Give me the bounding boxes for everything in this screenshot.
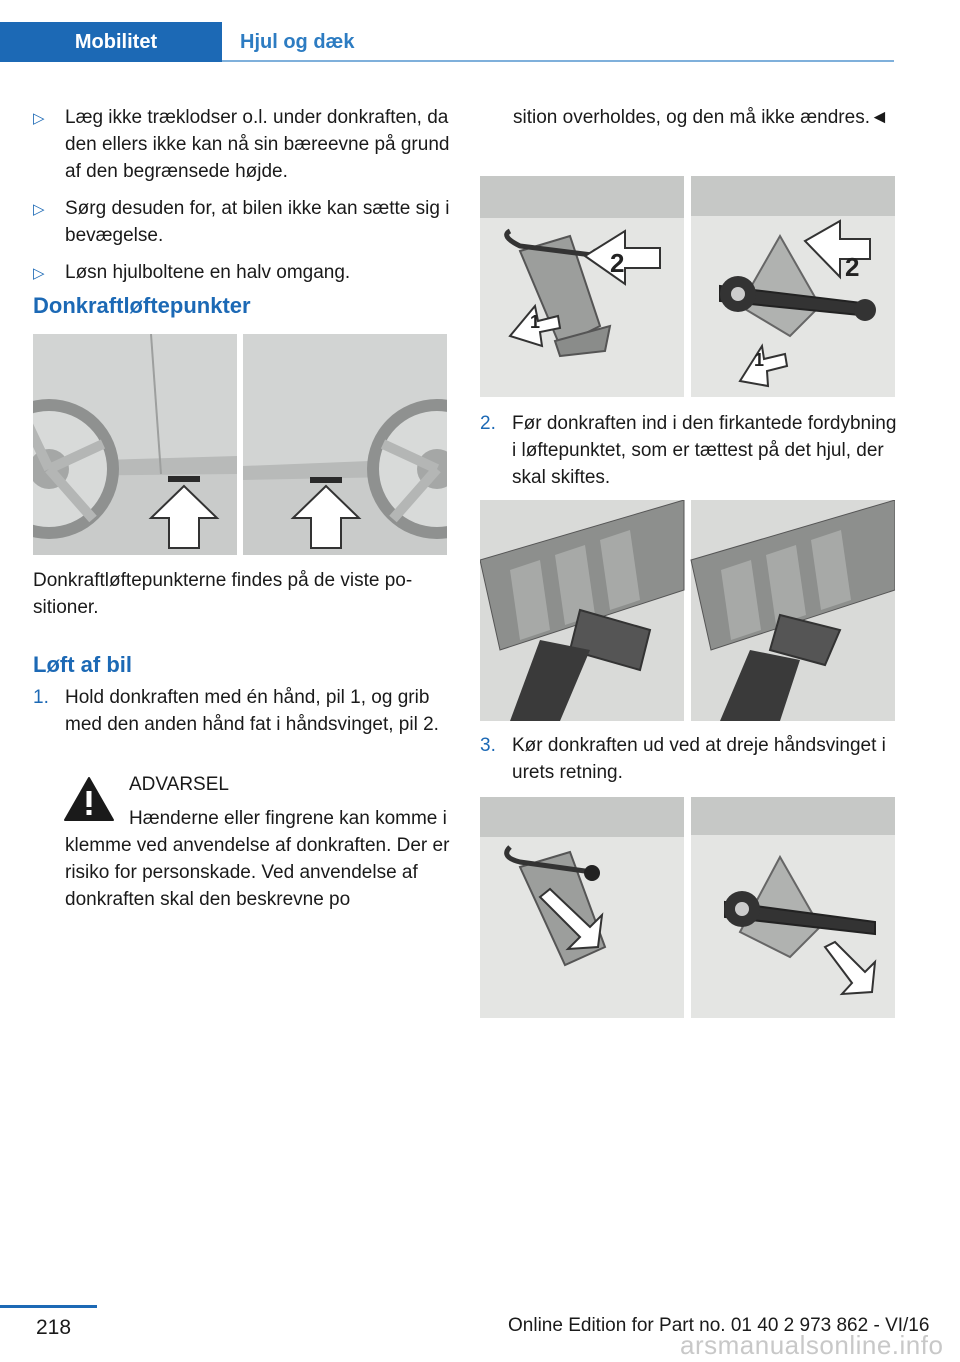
triangle-right-icon: ▷ <box>33 201 45 218</box>
jack-crank-figure <box>480 797 895 1018</box>
jack-recess-figure <box>480 500 895 721</box>
jack-hold-figure <box>480 176 895 397</box>
section-heading: Donkraftløftepunkter <box>33 293 251 318</box>
header-rule-light <box>222 60 894 62</box>
arrow-label: 1 <box>530 312 541 332</box>
bullet-text: Løsn hjulboltene en halv omgang. <box>65 262 351 283</box>
page-number: 218 <box>36 1316 72 1339</box>
step-1 <box>33 684 451 738</box>
step-number: 2. <box>480 413 496 434</box>
list-item <box>33 259 451 287</box>
triangle-right-icon: ▷ <box>33 265 45 282</box>
footer-rule <box>0 1305 97 1308</box>
list-item <box>480 410 898 491</box>
jack-points-figure <box>33 334 447 555</box>
edition-text: Online Edition for Part no. 01 40 2 973 862 - VI/16 <box>508 1315 930 1336</box>
arrow-label: 2 <box>610 248 625 278</box>
list-item <box>33 104 451 185</box>
warning-title: ADVARSEL <box>129 774 229 795</box>
bullet-text: Læg ikke træklodser o.l. under donkraften, da den ellers ikke kan nå sin bæreevne på grund af den begrænsede højde. <box>65 107 450 182</box>
step-2 <box>480 410 898 491</box>
step-text: Kør donkraften ud ved at dreje håndsvinget i urets retning. <box>512 735 886 783</box>
warning-text: Hænderne eller fingrene kan komme i klemme ved anvendelse af donkraften. Der er risiko for personskade. Ved anvendelse af donkraften skal den beskrevne po <box>65 808 450 910</box>
arrow-label: 2 <box>845 252 860 282</box>
step-3 <box>480 732 900 786</box>
step-number: 3. <box>480 735 496 756</box>
figure-caption: Donkraftløftepunkterne findes på de viste positioner. <box>33 570 413 618</box>
arrow-label: 1 <box>754 350 765 370</box>
step-text: Før donkraften ind i den firkantede fordybning i løftepunktet, som er tættest på det hjul, der skal skiftes. <box>512 413 897 488</box>
list-item <box>480 732 900 786</box>
tab-hjul-og-daek-label: Hjul og dæk <box>240 30 355 53</box>
watermark: arsmanualsonline.info <box>680 1330 944 1360</box>
bullet-list <box>33 104 451 287</box>
continuation-text: sition overholdes, og den må ikke ændres.◄ <box>513 107 889 128</box>
list-item <box>33 195 451 249</box>
step-number: 1. <box>33 687 49 708</box>
tab-mobilitet[interactable] <box>0 22 222 62</box>
jack-points-illustration <box>33 334 447 555</box>
triangle-right-icon: ▷ <box>33 110 45 127</box>
tab-hjul-og-daek[interactable] <box>222 22 894 62</box>
list-item <box>33 684 451 738</box>
step-text: Hold donkraften med én hånd, pil 1, og grib med den anden hånd fat i håndsvinget, pil 2. <box>65 687 439 735</box>
tab-mobilitet-label: Mobilitet <box>74 30 158 53</box>
subheading: Løft af bil <box>33 652 132 677</box>
bullet-text: Sørg desuden for, at bilen ikke kan sætte sig i bevægelse. <box>65 198 450 246</box>
